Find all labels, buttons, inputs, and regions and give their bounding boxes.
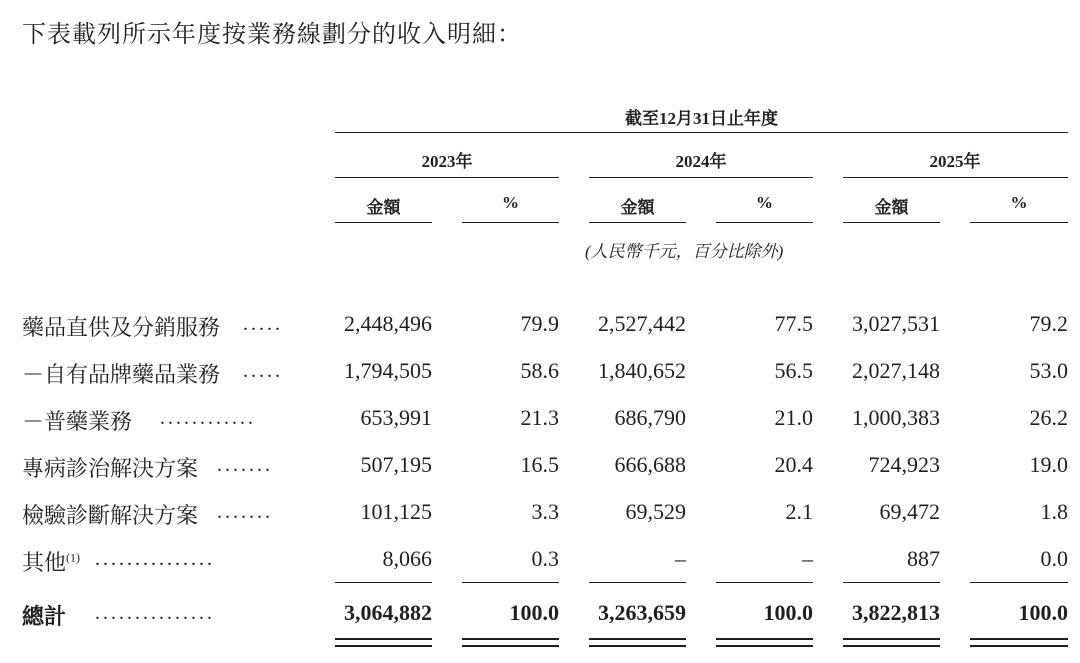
amount-cell: 3,064,882 xyxy=(344,600,432,625)
double-underline xyxy=(462,638,559,640)
row-label xyxy=(22,358,220,389)
total-row xyxy=(0,600,1080,634)
pct-cell: 79.9 xyxy=(520,311,559,336)
amount-cell: – xyxy=(675,546,686,571)
amount-cell: 69,529 xyxy=(625,499,686,524)
pct-cell: 100.0 xyxy=(509,600,559,625)
leader-dots: ....... xyxy=(217,454,273,476)
row-label xyxy=(22,600,66,631)
row-label xyxy=(22,499,198,530)
amount-cell: 3,263,659 xyxy=(598,600,686,625)
double-underline xyxy=(716,645,813,647)
double-underline xyxy=(335,638,432,640)
row-label-text: 其他 xyxy=(22,550,67,575)
subtotal-rule xyxy=(970,582,1068,583)
subtotal-rule xyxy=(335,582,432,583)
amount-cell: 2,448,496 xyxy=(344,311,432,336)
amount-cell: 8,066 xyxy=(382,546,432,571)
amount-cell: 3,027,531 xyxy=(852,311,940,336)
unit-note: (人民幣千元，百分比除外) xyxy=(585,242,784,261)
pct-cell: 0.3 xyxy=(531,546,559,571)
table-row xyxy=(0,499,1080,533)
pct-cell: 21.0 xyxy=(774,405,813,430)
amount-cell: 653,991 xyxy=(360,405,432,430)
double-underline xyxy=(716,638,813,640)
double-underline xyxy=(335,645,432,647)
amount-cell: 507,195 xyxy=(360,452,432,477)
col-rule xyxy=(335,222,432,223)
pct-cell: 0.0 xyxy=(1040,546,1068,571)
row-label-text: 藥品直供及分銷服務 xyxy=(22,315,221,340)
amount-cell: 666,688 xyxy=(614,452,686,477)
col-pct-2024: % xyxy=(756,193,773,212)
pct-cell: 3.3 xyxy=(531,499,559,524)
year-2023-header: 2023年 xyxy=(421,152,473,171)
col-rule xyxy=(970,222,1068,223)
pct-cell: 1.8 xyxy=(1040,499,1068,524)
year-rule-2024 xyxy=(589,177,813,178)
subtotal-rule xyxy=(716,582,813,583)
row-label-text: －自有品牌藥品業務 xyxy=(22,362,221,387)
year-2025-header: 2025年 xyxy=(929,152,981,171)
amount-cell: 69,472 xyxy=(879,499,940,524)
double-underline xyxy=(462,645,559,647)
pct-cell: 58.6 xyxy=(520,358,559,383)
pct-cell: 2.1 xyxy=(785,499,813,524)
row-label-text: 檢驗診斷解決方案 xyxy=(22,503,199,528)
col-pct-2025: % xyxy=(1010,193,1028,212)
row-label-text: 總計 xyxy=(22,604,67,629)
amount-cell: 3,822,813 xyxy=(852,600,940,625)
amount-cell: 1,840,652 xyxy=(598,358,686,383)
col-amount-2025: 金額 xyxy=(874,198,909,217)
amount-cell: 724,923 xyxy=(868,452,940,477)
col-rule xyxy=(716,222,813,223)
pct-cell: 16.5 xyxy=(520,452,559,477)
year-rule-2023 xyxy=(335,177,559,178)
amount-cell: 686,790 xyxy=(614,405,686,430)
footnote-marker: (1) xyxy=(66,550,81,565)
subtotal-rule xyxy=(462,582,559,583)
table-row xyxy=(0,311,1080,345)
year-2024-header: 2024年 xyxy=(675,152,727,171)
table-row xyxy=(0,452,1080,486)
col-rule xyxy=(843,222,940,223)
double-underline xyxy=(843,638,940,640)
row-label-text: －普藥業務 xyxy=(22,409,133,434)
row-label xyxy=(22,405,132,436)
leader-dots: ............... xyxy=(95,548,215,570)
leader-dots: ..... xyxy=(243,313,283,335)
row-label xyxy=(22,452,198,483)
pct-cell: 19.0 xyxy=(1029,452,1068,477)
col-amount-2023: 金額 xyxy=(366,198,401,217)
col-rule xyxy=(589,222,686,223)
pct-cell: 20.4 xyxy=(774,452,813,477)
table-row xyxy=(0,405,1080,439)
subtotal-rule xyxy=(589,582,686,583)
amount-cell: 1,794,505 xyxy=(344,358,432,383)
intro-text: 下表載列所示年度按業務線劃分的收入明細： xyxy=(22,22,522,48)
col-amount-2024: 金額 xyxy=(620,198,655,217)
double-underline xyxy=(970,645,1068,647)
table-row xyxy=(0,546,1080,580)
year-rule-2025 xyxy=(843,177,1068,178)
leader-dots: ....... xyxy=(217,501,273,523)
amount-cell: 101,125 xyxy=(360,499,432,524)
col-pct-2023: % xyxy=(502,193,519,212)
leader-dots: ............ xyxy=(160,407,256,429)
header-rule xyxy=(335,132,1068,133)
amount-cell: 2,527,442 xyxy=(598,311,686,336)
pct-cell: 100.0 xyxy=(763,600,813,625)
pct-cell: 53.0 xyxy=(1029,358,1068,383)
col-rule xyxy=(462,222,559,223)
leader-dots: ............... xyxy=(95,602,215,624)
amount-cell: 887 xyxy=(907,546,940,571)
amount-cell: 1,000,383 xyxy=(852,405,940,430)
double-underline xyxy=(843,645,940,647)
period-header: 截至12月31日止年度 xyxy=(625,109,778,128)
subtotal-rule xyxy=(843,582,940,583)
pct-cell: 26.2 xyxy=(1029,405,1068,430)
row-label xyxy=(22,311,220,342)
double-underline xyxy=(970,638,1068,640)
pct-cell: 56.5 xyxy=(774,358,813,383)
pct-cell: – xyxy=(802,546,813,571)
pct-cell: 77.5 xyxy=(774,311,813,336)
amount-cell: 2,027,148 xyxy=(852,358,940,383)
table-row xyxy=(0,358,1080,392)
pct-cell: 21.3 xyxy=(520,405,559,430)
pct-cell: 79.2 xyxy=(1029,311,1068,336)
row-label xyxy=(22,546,80,577)
double-underline xyxy=(589,645,686,647)
row-label-text: 專病診治解決方案 xyxy=(22,456,199,481)
leader-dots: ..... xyxy=(243,360,283,382)
double-underline xyxy=(589,638,686,640)
pct-cell: 100.0 xyxy=(1018,600,1068,625)
